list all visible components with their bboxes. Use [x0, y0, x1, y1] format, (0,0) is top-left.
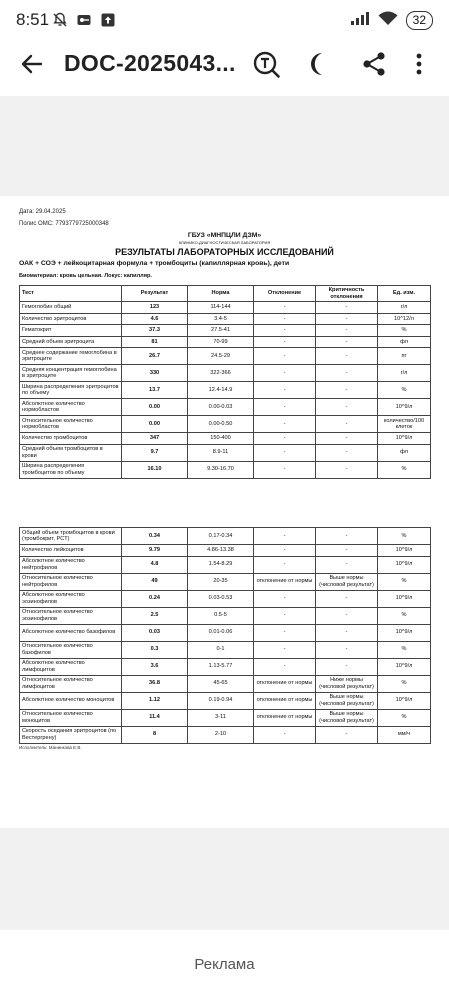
cell-test: Ширина распределения эритроцитов по объему — [20, 382, 122, 399]
cell-norm: 0.00-0.03 — [188, 399, 254, 416]
cell-result: 2.5 — [122, 607, 188, 624]
battery-icon: 32 — [406, 11, 433, 30]
cell-deviation: - — [254, 624, 316, 641]
executor-note: Исполнитель: Манинкова Е.В. — [19, 745, 82, 750]
column-header-result: Результат — [122, 286, 188, 302]
cell-test: Количество тромбоцитов — [20, 433, 122, 445]
cell-result: 347 — [122, 433, 188, 445]
upload-icon — [100, 12, 116, 33]
cell-criticality: - — [316, 313, 378, 325]
cell-deviation: отклонение от нормы — [254, 709, 316, 726]
cell-deviation: - — [254, 382, 316, 399]
cell-deviation: - — [254, 607, 316, 624]
table-row — [20, 624, 431, 641]
table-row — [20, 336, 431, 348]
cell-deviation: - — [254, 726, 316, 743]
cell-units: 10^9/л — [378, 399, 431, 416]
cell-criticality: - — [316, 302, 378, 314]
cell-criticality: - — [316, 416, 378, 433]
cell-result: 0.00 — [122, 399, 188, 416]
cell-criticality: - — [316, 444, 378, 461]
cell-criticality: - — [316, 433, 378, 445]
table-row — [20, 433, 431, 445]
cell-result: 4.8 — [122, 556, 188, 573]
table-row — [20, 313, 431, 325]
share-icon[interactable] — [360, 50, 388, 83]
cell-norm: 0.03-0.53 — [188, 590, 254, 607]
table-row — [20, 325, 431, 337]
cell-norm: 8.9-11 — [188, 444, 254, 461]
cell-norm: 12.4-14.9 — [188, 382, 254, 399]
cell-result: 11.4 — [122, 709, 188, 726]
cell-units: % — [378, 607, 431, 624]
cell-norm: 27.5-41 — [188, 325, 254, 337]
cell-units: мм/ч — [378, 726, 431, 743]
cell-norm: 1.54-8.29 — [188, 556, 254, 573]
cell-test: Абсолютное количество нормобластов — [20, 399, 122, 416]
signal-icon — [350, 10, 370, 31]
cell-criticality: - — [316, 658, 378, 675]
cell-test: Общий объем тромбоцитов в крови (тромбокрит, PCT) — [20, 528, 122, 545]
cell-criticality: - — [316, 590, 378, 607]
cell-criticality: - — [316, 641, 378, 658]
cell-result: 0.34 — [122, 528, 188, 545]
cell-norm: 3.4-5 — [188, 313, 254, 325]
cell-norm: 0.19-0.94 — [188, 692, 254, 709]
document-heading: РЕЗУЛЬТАТЫ ЛАБОРАТОРНЫХ ИССЛЕДОВАНИЙ — [115, 247, 334, 257]
document-subheading: ОАК + СОЭ + лейкоцитарная формула + тромбоциты (капиллярная кровь), дети — [19, 260, 290, 267]
cell-result: 37.3 — [122, 325, 188, 337]
cell-result: 81 — [122, 336, 188, 348]
cell-result: 9.7 — [122, 444, 188, 461]
table-row — [20, 556, 431, 573]
table-row — [20, 658, 431, 675]
bell-off-icon — [52, 12, 68, 33]
status-time: 8:51 — [16, 10, 50, 29]
wifi-icon — [378, 10, 398, 31]
cell-criticality: - — [316, 348, 378, 365]
cell-deviation: - — [254, 461, 316, 478]
cell-units: 10^12/л — [378, 313, 431, 325]
cell-deviation: - — [254, 433, 316, 445]
document-oms: Полис ОМС: 7793779725000348 — [19, 221, 109, 227]
table-row — [20, 302, 431, 314]
document-viewer[interactable] — [0, 96, 449, 930]
table-header-row — [20, 286, 431, 302]
cell-norm: 24.5-29 — [188, 348, 254, 365]
table-row — [20, 692, 431, 709]
table-row — [20, 399, 431, 416]
cell-deviation: - — [254, 313, 316, 325]
cell-units: 10^9/л — [378, 692, 431, 709]
cell-units: % — [378, 461, 431, 478]
back-arrow-icon[interactable] — [20, 52, 44, 81]
cell-units: % — [378, 325, 431, 337]
cell-test: Относительное количество моноцитов — [20, 709, 122, 726]
cell-criticality: - — [316, 545, 378, 557]
cell-units: % — [378, 382, 431, 399]
cell-result: 330 — [122, 365, 188, 382]
cell-units: % — [378, 709, 431, 726]
cell-result: 0.24 — [122, 590, 188, 607]
table-row — [20, 461, 431, 478]
cell-deviation: - — [254, 336, 316, 348]
cell-test: Относительное количество базофилов — [20, 641, 122, 658]
cell-test: Гемоглобин общий — [20, 302, 122, 314]
table-row — [20, 607, 431, 624]
cell-norm: 70-99 — [188, 336, 254, 348]
cell-units: г/л — [378, 302, 431, 314]
cell-result: 3.6 — [122, 658, 188, 675]
cell-norm: 20-35 — [188, 573, 254, 590]
vpn-key-icon — [76, 12, 92, 33]
table-row — [20, 675, 431, 692]
cell-criticality: - — [316, 607, 378, 624]
cell-norm: 150-400 — [188, 433, 254, 445]
table-row — [20, 709, 431, 726]
cell-criticality: - — [316, 399, 378, 416]
cell-test: Относительное количество лимфоцитов — [20, 675, 122, 692]
cell-norm: 1.13-5.77 — [188, 658, 254, 675]
cell-test: Средний объем тромбоцитов в крови — [20, 444, 122, 461]
cell-deviation: - — [254, 658, 316, 675]
table-row — [20, 382, 431, 399]
results-table-page-2 — [19, 527, 431, 744]
cell-norm: 0.00-0.50 — [188, 416, 254, 433]
cell-result: 0.03 — [122, 624, 188, 641]
cell-criticality: - — [316, 528, 378, 545]
cell-units: 10^9/л — [378, 590, 431, 607]
cell-result: 36.8 — [122, 675, 188, 692]
cell-deviation: - — [254, 348, 316, 365]
cell-units: % — [378, 573, 431, 590]
cell-norm: 3-11 — [188, 709, 254, 726]
cell-units: фл — [378, 444, 431, 461]
cell-test: Количество эритроцитов — [20, 313, 122, 325]
cell-result: 8 — [122, 726, 188, 743]
cell-deviation: отклонение от нормы — [254, 692, 316, 709]
column-header-units: Ед. изм. — [378, 286, 431, 302]
cell-units: % — [378, 641, 431, 658]
cell-deviation: - — [254, 641, 316, 658]
dark-mode-icon[interactable] — [306, 50, 334, 83]
cell-result: 16.10 — [122, 461, 188, 478]
cell-result: 4.6 — [122, 313, 188, 325]
cell-deviation: - — [254, 444, 316, 461]
text-recognition-icon[interactable] — [252, 50, 282, 85]
table-row — [20, 348, 431, 365]
document-title: DOC-2025043... — [64, 50, 236, 76]
column-header-deviation: Отклонение — [254, 286, 316, 302]
ad-label: Реклама — [194, 956, 255, 973]
status-bar — [0, 0, 449, 38]
cell-result: 49 — [122, 573, 188, 590]
cell-units: 10^9/л — [378, 658, 431, 675]
column-header-test: Тест — [20, 286, 122, 302]
cell-criticality: - — [316, 461, 378, 478]
cell-test: Средний объем эритроцита — [20, 336, 122, 348]
cell-test: Гематокрит — [20, 325, 122, 337]
cell-result: 1.12 — [122, 692, 188, 709]
cell-deviation: - — [254, 365, 316, 382]
app-bar — [0, 38, 449, 94]
cell-criticality: Выше нормы (числовой результат) — [316, 573, 378, 590]
cell-criticality: Ниже нормы (числовой результат) — [316, 675, 378, 692]
cell-test: Среднее содержание гемоглобина в эритроците — [20, 348, 122, 365]
cell-norm: 45-65 — [188, 675, 254, 692]
cell-criticality: - — [316, 382, 378, 399]
cell-norm: 2-10 — [188, 726, 254, 743]
cell-criticality: Выше нормы (числовой результат) — [316, 692, 378, 709]
cell-deviation: - — [254, 302, 316, 314]
cell-criticality: - — [316, 726, 378, 743]
cell-units: 10^9/л — [378, 545, 431, 557]
cell-units: % — [378, 528, 431, 545]
cell-result: 13.7 — [122, 382, 188, 399]
table-row — [20, 416, 431, 433]
cell-criticality: - — [316, 336, 378, 348]
table-row — [20, 528, 431, 545]
cell-test: Относительное количество нейтрофилов — [20, 573, 122, 590]
document-page-2 — [0, 518, 449, 828]
cell-units: г/л — [378, 365, 431, 382]
cell-units: фл — [378, 336, 431, 348]
cell-deviation: - — [254, 528, 316, 545]
org-name: ГБУЗ «МНПЦЛИ ДЗМ» — [187, 232, 262, 239]
column-header-criticality: Критичность отклонения — [316, 286, 378, 302]
cell-test: Средняя концентрация гемоглобина в эритроците — [20, 365, 122, 382]
table-row — [20, 726, 431, 743]
table-row — [20, 365, 431, 382]
cell-deviation: - — [254, 399, 316, 416]
cell-deviation: - — [254, 545, 316, 557]
cell-test: Абсолютное количество моноцитов — [20, 692, 122, 709]
cell-test: Абсолютное количество нейтрофилов — [20, 556, 122, 573]
cell-test: Относительное количество эозинофилов — [20, 607, 122, 624]
cell-norm: 0.17-0.34 — [188, 528, 254, 545]
cell-norm: 0.01-0.06 — [188, 624, 254, 641]
cell-result: 9.79 — [122, 545, 188, 557]
cell-norm: 322-366 — [188, 365, 254, 382]
cell-test: Относительное количество нормобластов — [20, 416, 122, 433]
table-row — [20, 641, 431, 658]
cell-result: 0.00 — [122, 416, 188, 433]
cell-test: Абсолютное количество лимфоцитов — [20, 658, 122, 675]
more-vert-icon[interactable] — [414, 50, 424, 83]
column-header-norm: Норма — [188, 286, 254, 302]
cell-norm: 4.86-13.38 — [188, 545, 254, 557]
cell-units: 10^9/л — [378, 556, 431, 573]
cell-test: Количество лейкоцитов — [20, 545, 122, 557]
cell-test: Абсолютное количество эозинофилов — [20, 590, 122, 607]
table-row — [20, 545, 431, 557]
cell-deviation: - — [254, 416, 316, 433]
cell-criticality: Выше нормы (числовой результат) — [316, 709, 378, 726]
cell-criticality: - — [316, 365, 378, 382]
results-table-page-1 — [19, 285, 431, 479]
cell-deviation: отклонение от нормы — [254, 675, 316, 692]
cell-norm: 0.5-5 — [188, 607, 254, 624]
cell-result: 26.7 — [122, 348, 188, 365]
table-row — [20, 573, 431, 590]
cell-units: 10^9/л — [378, 624, 431, 641]
table-row — [20, 590, 431, 607]
cell-criticality: - — [316, 556, 378, 573]
table-row — [20, 444, 431, 461]
cell-units: пг — [378, 348, 431, 365]
cell-deviation: - — [254, 325, 316, 337]
biomaterial-note: Биоматериал: кровь цельная. Локус: капилляр. — [19, 273, 152, 279]
cell-test: Абсолютное количество базофилов — [20, 624, 122, 641]
cell-test: Ширина распределения тромбоцитов по объему — [20, 461, 122, 478]
cell-norm: 9.30-16.70 — [188, 461, 254, 478]
cell-test: Скорость оседания эритроцитов (по Вестергрену) — [20, 726, 122, 743]
cell-deviation: - — [254, 556, 316, 573]
cell-units: количество/100 клеток — [378, 416, 431, 433]
cell-criticality: - — [316, 325, 378, 337]
ad-banner[interactable] — [0, 930, 449, 1000]
cell-result: 123 — [122, 302, 188, 314]
cell-criticality: - — [316, 624, 378, 641]
cell-result: 0.3 — [122, 641, 188, 658]
cell-units: 10^9/л — [378, 433, 431, 445]
document-date: Дата: 29.04.2025 — [19, 209, 66, 215]
cell-deviation: отклонение от нормы — [254, 573, 316, 590]
org-subtitle: КЛИНИКО-ДИАГНОСТИЧЕСКАЯ ЛАБОРАТОРИЯ — [178, 240, 271, 245]
cell-units: % — [378, 675, 431, 692]
cell-deviation: - — [254, 590, 316, 607]
cell-norm: 114-144 — [188, 302, 254, 314]
cell-norm: 0-1 — [188, 641, 254, 658]
